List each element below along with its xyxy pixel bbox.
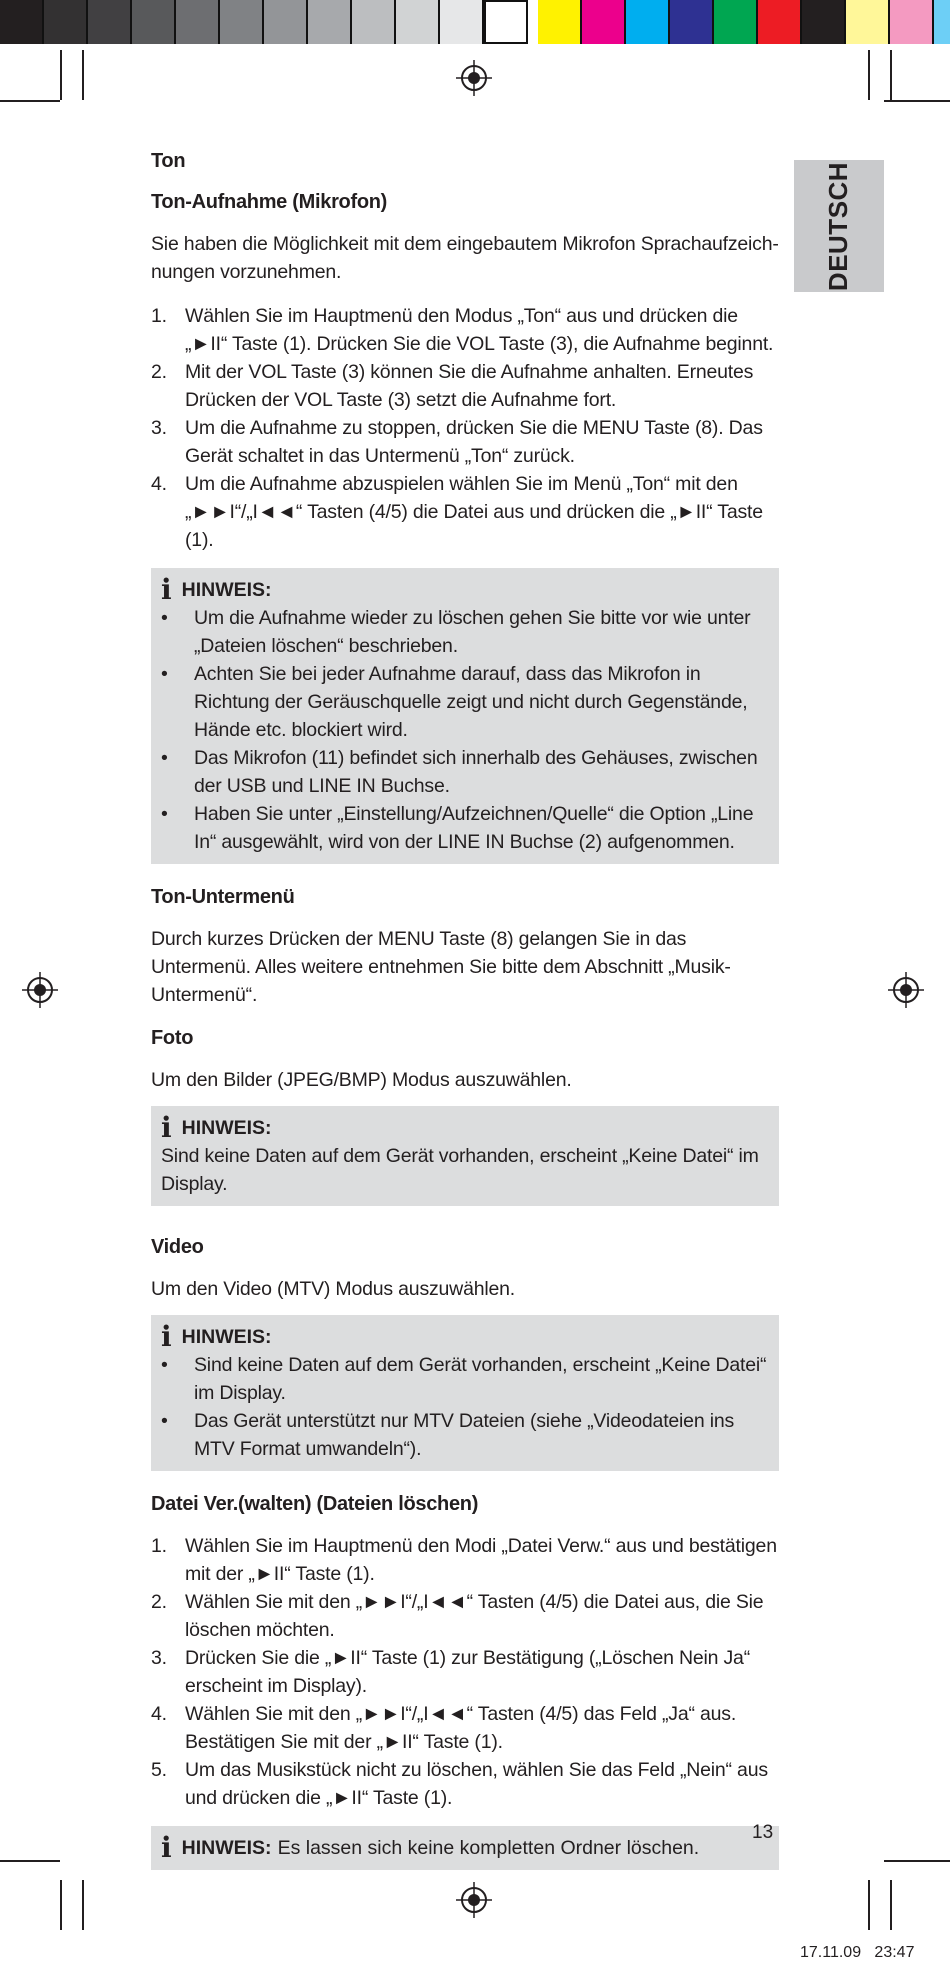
note-title: i HINWEIS:: [161, 573, 272, 606]
section-heading-ton-aufnahme: Ton-Aufnahme (Mikrofon): [151, 191, 388, 213]
note-box: [151, 1315, 779, 1471]
color-swatch: [670, 0, 714, 44]
note-list: [161, 1351, 769, 1463]
step-number: 2.: [151, 1591, 167, 1613]
list-item: 2. Wählen Sie mit den „►►I“/„I◄◄“ Tasten (4/5) die Datei aus, die Sie löschen möchten.: [151, 1588, 779, 1644]
color-swatch: [220, 0, 264, 44]
crop-mark: [82, 50, 84, 100]
crop-mark: [82, 1880, 84, 1930]
info-icon: i: [161, 1111, 172, 1144]
crop-mark: [868, 1880, 870, 1930]
color-swatch: [714, 0, 758, 44]
note-title: i HINWEIS:: [161, 1320, 272, 1353]
note-list: [161, 604, 769, 856]
ton-aufnahme-intro: Sie haben die Möglichkeit mit dem eingebautem Mikrofon Sprachaufzeich-nungen vorzunehmen.: [151, 233, 779, 283]
page-content: [151, 150, 779, 1870]
step-number: 1.: [151, 1535, 167, 1557]
note-title: i HINWEIS: Es lassen sich keine kompletten Ordner löschen.: [161, 1831, 700, 1864]
section-heading-foto: Foto: [151, 1027, 194, 1049]
datei-steps: [151, 1532, 779, 1812]
list-item: 3. Drücken Sie die „►II“ Taste (1) zur Bestätigung („Löschen Nein Ja“ erscheint im Display).: [151, 1644, 779, 1700]
swatch-gap: [528, 0, 538, 44]
info-icon: i: [161, 573, 172, 606]
registration-mark-icon: [22, 972, 58, 1008]
note-box: [151, 1826, 779, 1870]
list-item: 2. Mit der VOL Taste (3) können Sie die Aufnahme anhalten. Erneutes Drücken der VOL Taste (3) setzt die Aufnahme fort.: [151, 358, 779, 414]
section-heading-datei: Datei Ver.(walten) (Dateien löschen): [151, 1493, 479, 1515]
crop-mark: [884, 100, 950, 102]
crop-mark: [868, 50, 870, 100]
note-text: Sind keine Daten auf dem Gerät vorhanden, erscheint „Keine Datei“ im Display.: [161, 1145, 759, 1195]
step-number: 4.: [151, 473, 167, 495]
ton-untermenue-text: Durch kurzes Drücken der MENU Taste (8) gelangen Sie in das Untermenü. Alles weitere entnehmen Sie bitte dem Abschnitt „Musik-Untermenü“.: [151, 928, 731, 1006]
color-swatch: [396, 0, 440, 44]
step-number: 4.: [151, 1703, 167, 1725]
foto-text: Um den Bilder (JPEG/BMP) Modus auszuwählen.: [151, 1069, 572, 1091]
list-item: 4. Wählen Sie mit den „►►I“/„I◄◄“ Tasten (4/5) das Feld „Ja“ aus. Bestätigen Sie mit der „►II“ Taste (1).: [151, 1700, 779, 1756]
color-swatch: [88, 0, 132, 44]
print-timestamp: 17.11.09 23:47: [800, 1944, 915, 1961]
step-number: 3.: [151, 1647, 167, 1669]
page-number: 13: [752, 1822, 774, 1843]
step-number: 5.: [151, 1759, 167, 1781]
color-swatch: [758, 0, 802, 44]
crop-mark: [60, 50, 62, 100]
color-swatch: [890, 0, 934, 44]
color-swatch: [132, 0, 176, 44]
color-swatch: [176, 0, 220, 44]
color-swatch: [44, 0, 88, 44]
color-swatch: [802, 0, 846, 44]
list-item: • Um die Aufnahme wieder zu löschen gehen Sie bitte vor wie unter „Dateien löschen“ beschrieben.: [161, 604, 769, 660]
list-item: 5. Um das Musikstück nicht zu löschen, wählen Sie das Feld „Nein“ aus und drücken die „►II“ Taste (1).: [151, 1756, 779, 1812]
info-icon: i: [161, 1320, 172, 1353]
note-title: i HINWEIS:: [161, 1111, 272, 1144]
color-swatch: [484, 0, 528, 44]
video-text: Um den Video (MTV) Modus auszuwählen.: [151, 1278, 515, 1300]
ton-aufnahme-steps: [151, 302, 779, 554]
step-number: 2.: [151, 361, 167, 383]
color-swatch: [0, 0, 44, 44]
color-swatch: [440, 0, 484, 44]
section-heading-ton-untermenue: Ton-Untermenü: [151, 886, 295, 908]
color-swatch: [538, 0, 582, 44]
section-heading-ton: Ton: [151, 150, 186, 172]
language-tab-label: DEUTSCH: [823, 161, 854, 291]
list-item: • Achten Sie bei jeder Aufnahme darauf, dass das Mikrofon in Richtung der Geräuschquelle zeigt und nicht durch Gegenstände, Hände etc. blockiert wird.: [161, 660, 769, 744]
list-item: 3. Um die Aufnahme zu stoppen, drücken Sie die MENU Taste (8). Das Gerät schaltet in das Untermenü „Ton“ zurück.: [151, 414, 779, 470]
list-item: • Das Gerät unterstützt nur MTV Dateien (siehe „Videodateien ins MTV Format umwandeln“).: [161, 1407, 769, 1463]
list-item: • Sind keine Daten auf dem Gerät vorhanden, erscheint „Keine Datei“ im Display.: [161, 1351, 769, 1407]
language-side-tab: [794, 160, 884, 292]
list-item: • Haben Sie unter „Einstellung/Aufzeichnen/Quelle“ die Option „Line In“ ausgewählt, wird von der LINE IN Buchse (2) aufgenommen.: [161, 800, 769, 856]
list-item: 4. Um die Aufnahme abzuspielen wählen Sie im Menü „Ton“ mit den „►►I“/„I◄◄“ Tasten (4/5) die Datei aus und drücken die „►II“ Taste (1).: [151, 470, 779, 554]
registration-mark-icon: [888, 972, 924, 1008]
list-item: • Das Mikrofon (11) befindet sich innerhalb des Gehäuses, zwischen der USB und LINE IN Buchse.: [161, 744, 769, 800]
step-number: 3.: [151, 417, 167, 439]
color-swatch: [846, 0, 890, 44]
crop-mark: [0, 1860, 60, 1862]
color-swatch: [352, 0, 396, 44]
crop-mark: [890, 50, 892, 100]
crop-mark: [890, 1880, 892, 1930]
registration-mark-icon: [456, 60, 492, 96]
list-item: 1. Wählen Sie im Hauptmenü den Modus „Ton“ aus und drücken die „►II“ Taste (1). Drücken Sie die VOL Taste (3), die Aufnahme beginnt.: [151, 302, 779, 358]
color-calibration-bar: [0, 0, 950, 44]
crop-mark: [884, 1860, 950, 1862]
color-swatch: [308, 0, 352, 44]
crop-mark: [0, 100, 60, 102]
registration-mark-icon: [456, 1882, 492, 1918]
step-number: 1.: [151, 305, 167, 327]
color-swatch: [626, 0, 670, 44]
note-box: [151, 568, 779, 864]
info-icon: i: [161, 1831, 172, 1864]
color-swatch: [264, 0, 308, 44]
note-box: [151, 1106, 779, 1206]
color-swatch: [582, 0, 626, 44]
crop-mark: [60, 1880, 62, 1930]
color-swatch: [934, 0, 950, 44]
list-item: 1. Wählen Sie im Hauptmenü den Modi „Datei Verw.“ aus und bestätigen mit der „►II“ Taste (1).: [151, 1532, 779, 1588]
section-heading-video: Video: [151, 1236, 204, 1258]
